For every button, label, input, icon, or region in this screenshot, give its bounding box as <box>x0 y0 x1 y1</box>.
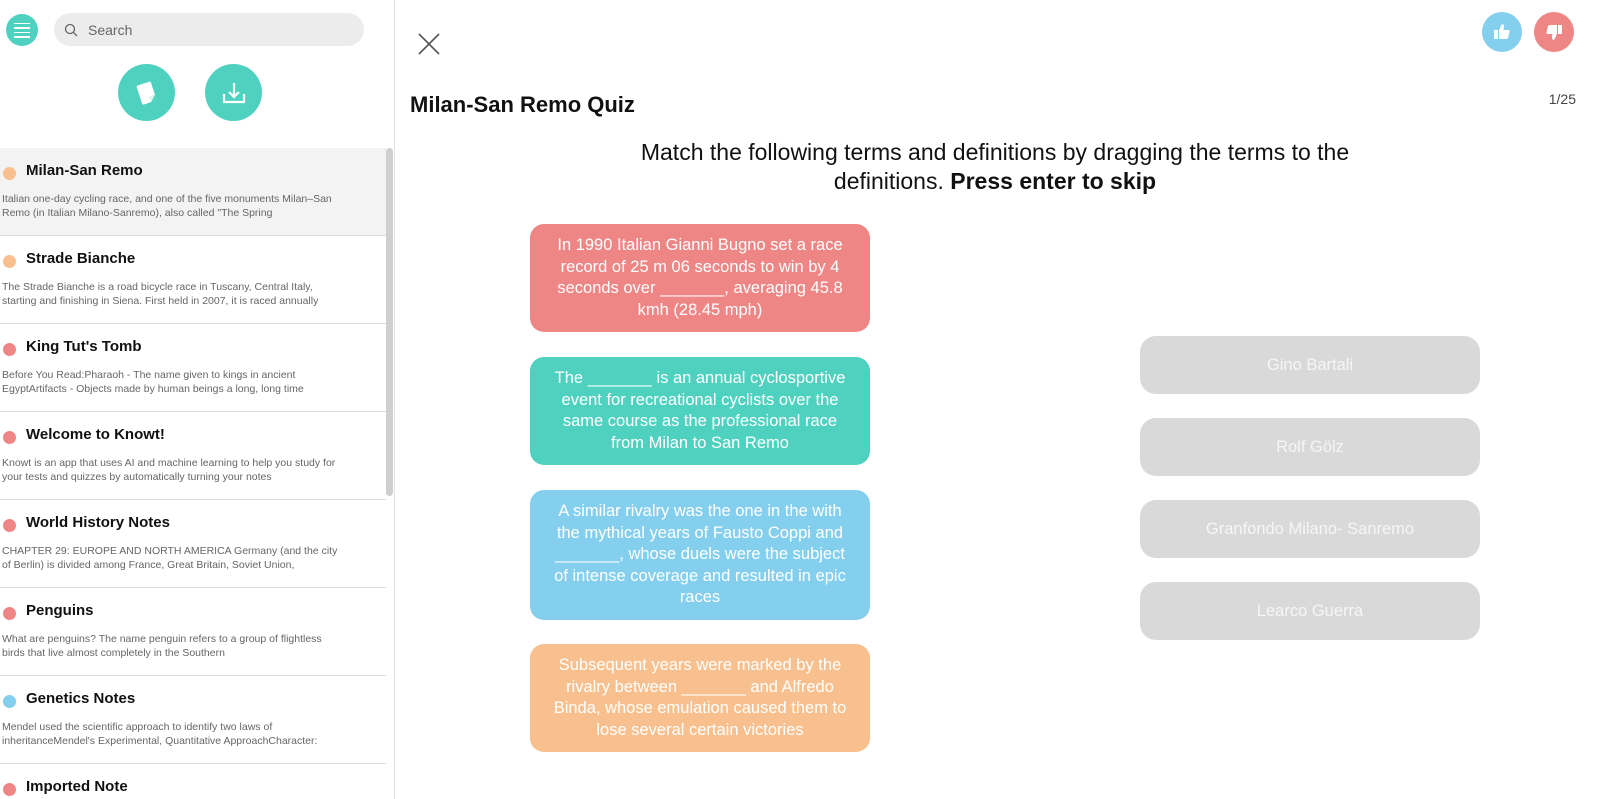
note-item[interactable] <box>0 500 386 588</box>
term-card[interactable]: Granfondo Milano- Sanremo <box>1140 500 1480 558</box>
note-item[interactable] <box>0 676 386 764</box>
close-icon[interactable] <box>416 31 442 57</box>
note-preview: Knowt is an app that uses AI and machine learning to help you study for your tests and quizzes by automatically turning your notes <box>2 457 336 483</box>
note-title: Strade Bianche <box>26 250 136 267</box>
note-title: Welcome to Knowt! <box>26 426 165 443</box>
term-card[interactable]: Gino Bartali <box>1140 336 1480 394</box>
note-title: King Tut's Tomb <box>26 338 142 355</box>
new-note-icon <box>132 78 162 108</box>
note-preview: Before You Read:Pharaoh - The name given to kings in ancient EgyptArtifacts - Objects made by human beings a long, long time <box>2 369 304 395</box>
note-title: Genetics Notes <box>26 690 136 707</box>
note-preview: Italian one-day cycling race, and one of the five monuments Milan–San Remo (in Italian Milano-Sanremo), also called "The Spring <box>2 193 332 219</box>
definition-card[interactable]: The _______ is an annual cyclosportive event for recreational cyclists over the same course as the professional race from Milan to San Remo <box>530 357 870 465</box>
term-card[interactable]: Rolf Gölz <box>1140 418 1480 476</box>
note-title: Penguins <box>26 602 94 619</box>
note-color-dot <box>3 783 16 796</box>
definition-card[interactable]: A similar rivalry was the one in the with the mythical years of Fausto Coppi and _______, whose duels were the subject of intense coverage and resulted in epic races <box>530 490 870 620</box>
quiz-title: Milan-San Remo Quiz <box>410 92 635 117</box>
thumbs-up-button[interactable] <box>1482 12 1522 52</box>
note-color-dot <box>3 167 16 180</box>
note-color-dot <box>3 695 16 708</box>
term-card[interactable]: Learco Guerra <box>1140 582 1480 640</box>
search-input[interactable] <box>86 21 340 39</box>
note-item[interactable] <box>0 236 386 324</box>
note-item[interactable] <box>0 588 386 676</box>
definition-card[interactable]: In 1990 Italian Gianni Bugno set a race record of 25 m 06 seconds to win by 4 seconds over _______, averaging 45.8 kmh (28.45 mph) <box>530 224 870 332</box>
sidebar-scrollbar[interactable] <box>386 148 393 496</box>
search-bar[interactable] <box>54 13 364 46</box>
note-title: World History Notes <box>26 514 170 531</box>
sidebar <box>0 0 395 799</box>
menu-button[interactable] <box>6 14 38 46</box>
notes-list <box>0 148 386 799</box>
note-color-dot <box>3 519 16 532</box>
menu-icon <box>14 20 30 41</box>
download-icon <box>219 78 249 108</box>
thumbs-down-button[interactable] <box>1534 12 1574 52</box>
note-item[interactable] <box>0 148 386 236</box>
thumbs-down-icon <box>1544 22 1564 42</box>
new-note-button[interactable] <box>118 64 175 121</box>
note-item[interactable] <box>0 412 386 500</box>
note-preview: CHAPTER 29: EUROPE AND NORTH AMERICA Germany (and the city of Berlin) is divided among France, Great Britain, Soviet Union, <box>2 545 338 571</box>
instruction-skip-hint: Press enter to skip <box>950 168 1157 194</box>
note-title: Milan-San Remo <box>26 162 143 179</box>
definition-card[interactable]: Subsequent years were marked by the rivalry between _______ and Alfredo Binda, whose emulation caused them to lose several certain victories <box>530 644 870 752</box>
note-preview: What are penguins? The name penguin refers to a group of flightless birds that live almost completely in the Southern <box>2 633 322 659</box>
note-preview: The Strade Bianche is a road bicycle race in Tuscany, Central Italy, starting and finishing in Siena. First held in 2007, it is raced annually <box>2 281 319 307</box>
note-color-dot <box>3 255 16 268</box>
note-title: Imported Note <box>26 778 128 795</box>
question-counter: 1/25 <box>1548 91 1576 107</box>
search-icon <box>64 23 78 37</box>
instructions <box>610 138 1380 196</box>
note-color-dot <box>3 607 16 620</box>
note-preview: Mendel used the scientific approach to identify two laws of inheritanceMendel's Experimental, Quantitative ApproachCharacter: <box>2 721 318 747</box>
note-color-dot <box>3 343 16 356</box>
download-button[interactable] <box>205 64 262 121</box>
note-item[interactable] <box>0 764 386 799</box>
note-item[interactable] <box>0 324 386 412</box>
note-color-dot <box>3 431 16 444</box>
instruction-text: Match the following terms and definitions by dragging the terms to the definitions. <box>640 139 1350 194</box>
thumbs-up-icon <box>1492 22 1512 42</box>
